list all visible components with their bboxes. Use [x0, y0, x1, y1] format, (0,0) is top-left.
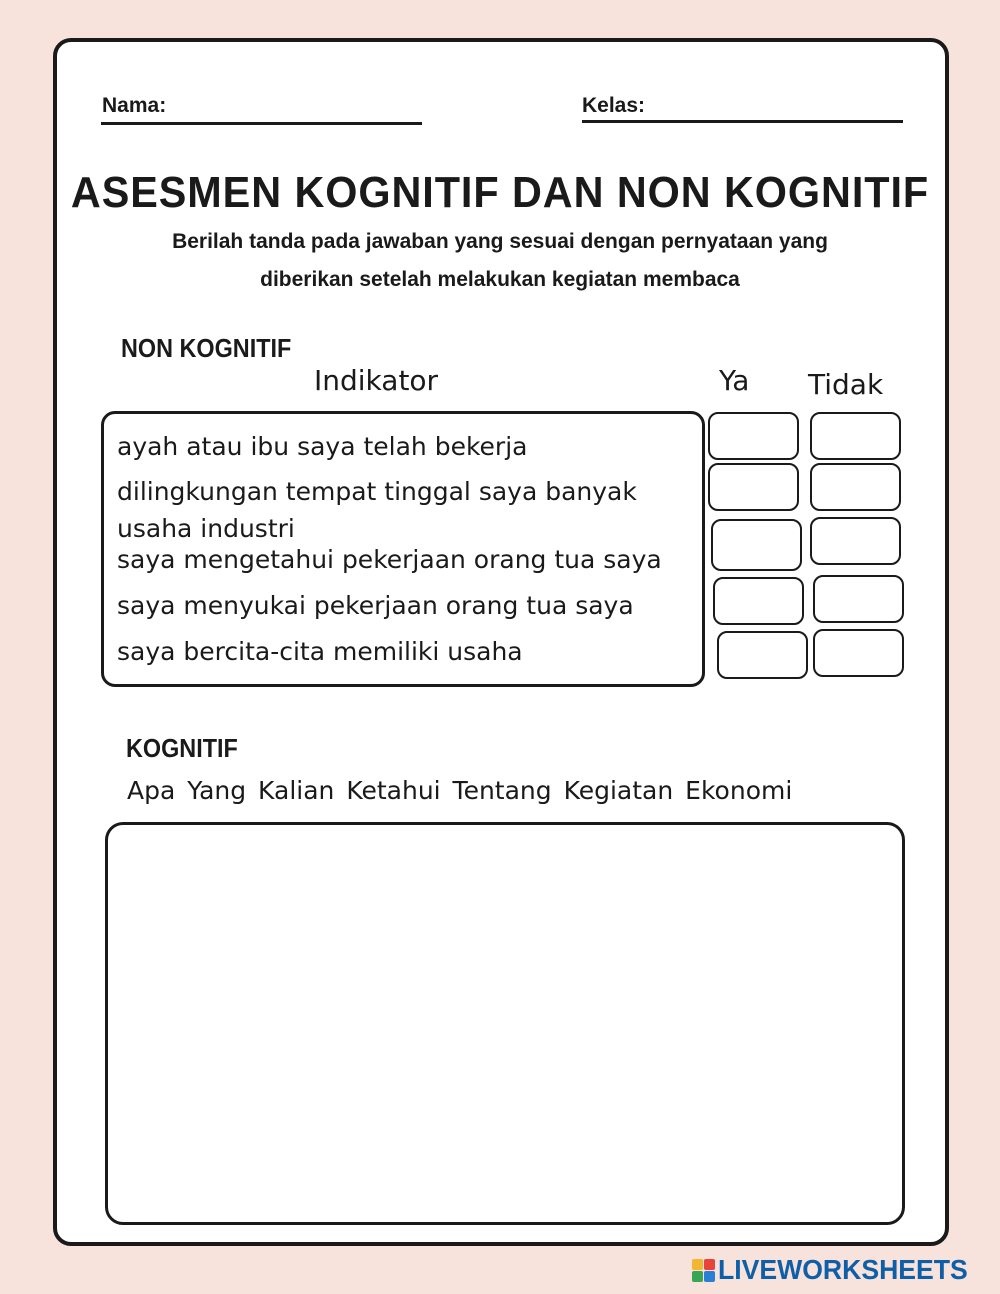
indicator-item: saya mengetahui pekerjaan orang tua saya	[117, 545, 662, 574]
no-column-header: Tidak	[808, 368, 884, 401]
liveworksheets-logo-icon	[692, 1259, 715, 1282]
indicator-item: saya bercita-cita memiliki usaha	[117, 637, 523, 666]
indicator-item-continued: usaha industri	[117, 514, 295, 543]
logo-square	[704, 1271, 715, 1282]
page-title: ASESMEN KOGNITIF DAN NON KOGNITIF	[70, 168, 930, 217]
kognitif-question: Apa Yang Kalian Ketahui Tentang Kegiatan Ekonomi	[127, 776, 793, 805]
no-checkbox-1[interactable]	[810, 412, 901, 460]
yes-checkbox-4[interactable]	[713, 577, 804, 625]
name-field[interactable]	[101, 122, 422, 125]
yes-checkbox-5[interactable]	[717, 631, 808, 679]
non-kognitif-heading: NON KOGNITIF	[121, 333, 292, 363]
indicator-item: ayah atau ibu saya telah bekerja	[117, 432, 528, 461]
liveworksheets-brand	[692, 1255, 981, 1285]
no-checkbox-4[interactable]	[813, 575, 904, 623]
no-checkbox-2[interactable]	[810, 463, 901, 511]
no-checkbox-3[interactable]	[810, 517, 901, 565]
yes-checkbox-1[interactable]	[708, 412, 799, 460]
class-label: Kelas:	[582, 94, 646, 117]
indicator-item: saya menyukai pekerjaan orang tua saya	[117, 591, 634, 620]
logo-square	[692, 1259, 703, 1270]
yes-column-header: Ya	[719, 364, 750, 397]
name-label: Nama:	[102, 94, 167, 117]
class-field[interactable]	[582, 120, 903, 123]
kognitif-heading: KOGNITIF	[126, 733, 238, 763]
logo-square	[704, 1259, 715, 1270]
yes-checkbox-3[interactable]	[711, 519, 802, 571]
indicator-column-header: Indikator	[314, 364, 439, 397]
indicator-list	[101, 411, 705, 687]
brand-wordmark: LIVEWORKSHEETS	[718, 1254, 968, 1285]
no-checkbox-5[interactable]	[813, 629, 904, 677]
indicator-item: dilingkungan tempat tinggal saya banyak	[117, 477, 637, 506]
instruction-line-2: diberikan setelah melakukan kegiatan membaca	[260, 268, 740, 291]
answer-box[interactable]	[105, 822, 905, 1225]
yes-checkbox-2[interactable]	[708, 463, 799, 511]
logo-square	[692, 1271, 703, 1282]
instruction-line-1: Berilah tanda pada jawaban yang sesuai dengan pernyataan yang	[172, 230, 828, 253]
